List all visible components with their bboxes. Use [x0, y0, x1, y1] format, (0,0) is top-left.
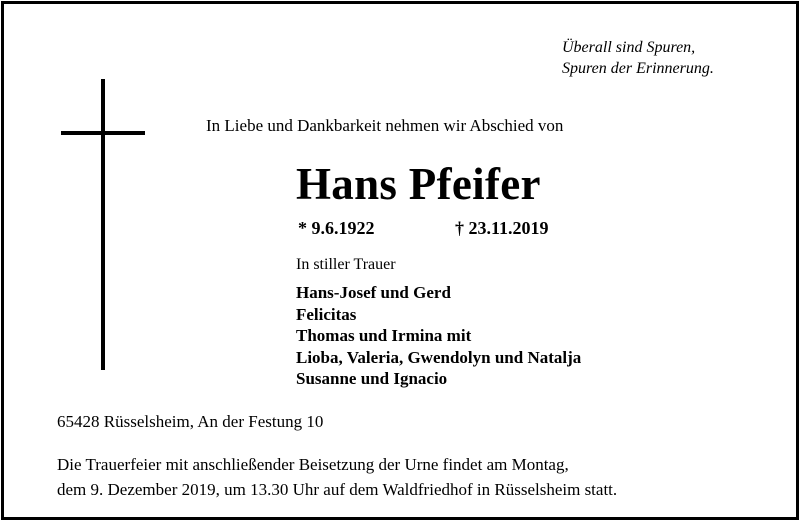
motto-line-2: Spuren der Erinnerung. — [562, 60, 714, 77]
death-date: † 23.11.2019 — [455, 218, 549, 238]
cross-icon-vertical-bar — [101, 79, 105, 370]
birth-date: * 9.6.1922 — [298, 218, 375, 238]
motto — [562, 37, 714, 79]
funeral-notice-line-2: dem 9. Dezember 2019, um 13.30 Uhr auf dem Waldfriedhof in Rüsselsheim statt. — [57, 480, 618, 499]
mourner-line: Susanne und Ignacio — [296, 369, 448, 388]
mourner-line: Thomas und Irmina mit — [296, 326, 472, 345]
funeral-notice — [57, 452, 617, 502]
mourner-line: Hans-Josef und Gerd — [296, 283, 451, 302]
farewell-intro: In Liebe und Dankbarkeit nehmen wir Abschied von — [206, 116, 564, 135]
mourner-line: Lioba, Valeria, Gwendolyn und Natalja — [296, 347, 582, 367]
funeral-notice-line-1: Die Trauerfeier mit anschließender Beisetzung der Urne findet am Montag, — [57, 455, 569, 474]
address: 65428 Rüsselsheim, An der Festung 10 — [57, 412, 324, 431]
cross-icon-horizontal-bar — [61, 131, 145, 135]
mourner-line: Felicitas — [296, 304, 357, 324]
mourners-list — [296, 282, 581, 390]
deceased-name: Hans Pfeifer — [296, 159, 541, 209]
motto-line-1: Überall sind Spuren, — [562, 39, 696, 56]
mourning-label: In stiller Trauer — [296, 256, 396, 273]
